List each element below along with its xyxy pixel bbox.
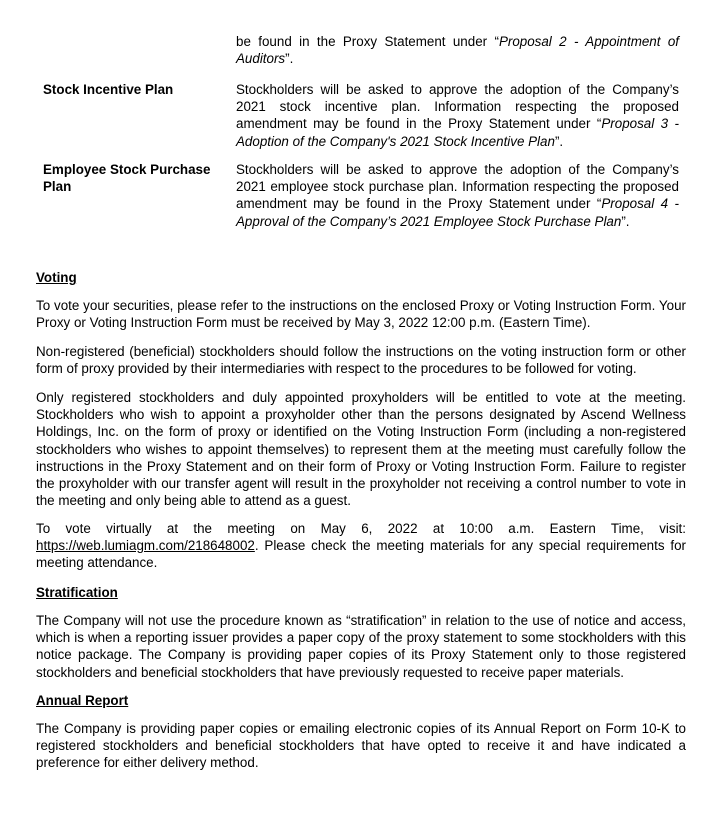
definition-text-end: ”. bbox=[621, 213, 630, 229]
continued-text-italic: Proposal 2 - Appointment of Auditors bbox=[236, 34, 679, 67]
continued-definition bbox=[236, 33, 679, 67]
continued-text-after: ”. bbox=[285, 51, 294, 67]
definition-row-employee-stock-purchase-plan bbox=[36, 161, 680, 229]
annual-report-heading: Annual Report bbox=[36, 693, 129, 708]
stratification-heading: Stratification bbox=[36, 585, 118, 600]
term-employee-stock-purchase-plan: Employee Stock Purchase Plan bbox=[43, 162, 211, 195]
continued-text-before: be found in the Proxy Statement under “ bbox=[236, 34, 499, 49]
voting-paragraph-4 bbox=[36, 520, 686, 572]
definition-text: Stockholders will be asked to approve the adoption of the Company’s 2021 employee stock purchase plan. Information respecting the proposed amendment may be found in the Proxy Statement under “ bbox=[236, 162, 679, 212]
virtual-vote-text-end: . Please check the meeting materials for any special requirements for meeting attendance. bbox=[36, 538, 686, 571]
proposal-reference: Proposal 4 - Approval of the Company’s 2021 Employee Stock Purchase Plan bbox=[236, 196, 680, 229]
definition-row-stock-incentive-plan bbox=[36, 81, 680, 149]
definition-employee-stock-purchase-plan bbox=[236, 161, 679, 230]
voting-paragraph-1: To vote your securities, please refer to the instructions on the enclosed Proxy or Voting Instruction Form. Your Proxy or Voting Instruction Form must be received by May 3, 2022 12:00 p.m. (Eastern Time). bbox=[36, 298, 686, 331]
voting-heading: Voting bbox=[36, 270, 77, 285]
proposal-reference: Proposal 3 - Adoption of the Company's 2021 Stock Incentive Plan bbox=[236, 116, 680, 149]
definition-text: Stockholders will be asked to approve the adoption of the Company’s 2021 stock incentive plan. Information respecting the proposed amendment may be found in the Proxy Statement under “ bbox=[236, 82, 679, 132]
annual-report-paragraph: The Company is providing paper copies or emailing electronic copies of its Annual Report on Form 10-K to registered stockholders and beneficial stockholders that have opted to receive it and have indicated a preference for either delivery method. bbox=[36, 721, 686, 771]
meeting-link[interactable]: https://web.lumiagm.com/218648002 bbox=[36, 538, 255, 554]
definition-stock-incentive-plan bbox=[236, 81, 679, 150]
term-stock-incentive-plan: Stock Incentive Plan bbox=[43, 82, 174, 97]
virtual-vote-text: To vote virtually at the meeting on May 6, 2022 at 10:00 a.m. Eastern Time, visit: bbox=[36, 521, 686, 536]
voting-paragraph-2: Non-registered (beneficial) stockholders should follow the instructions on the voting instruction form or other form of proxy provided by their intermediaries with respect to the procedures to be followed for voting. bbox=[36, 344, 686, 377]
voting-paragraph-3: Only registered stockholders and duly appointed proxyholders will be entitled to vote at the meeting. Stockholders who wish to appoint a proxyholder other than the persons designated by Ascend Wellness Holdings, Inc. on the form of proxy or identified on the Voting Instruction Form (including a non-registered stockholders who wishes to appoint themselves) to represent them at the meeting must carefully follow the instructions in the Proxy Statement and on their form of Proxy or Voting Instruction Form. Failure to register the proxyholder with our transfer agent will result in the proxyholder not receiving a control number to vote in the meeting and only being able to attend as a guest. bbox=[36, 390, 686, 509]
stratification-paragraph: The Company will not use the procedure known as “stratification” in relation to the use of notice and access, which is when a reporting issuer provides a paper copy of the proxy statement to some stockholders with this notice package. The Company is providing paper copies of its Proxy Statement only to those registered stockholders and beneficial stockholders that have previously requested to receive paper materials. bbox=[36, 613, 686, 680]
definition-text-end: ”. bbox=[554, 133, 564, 149]
